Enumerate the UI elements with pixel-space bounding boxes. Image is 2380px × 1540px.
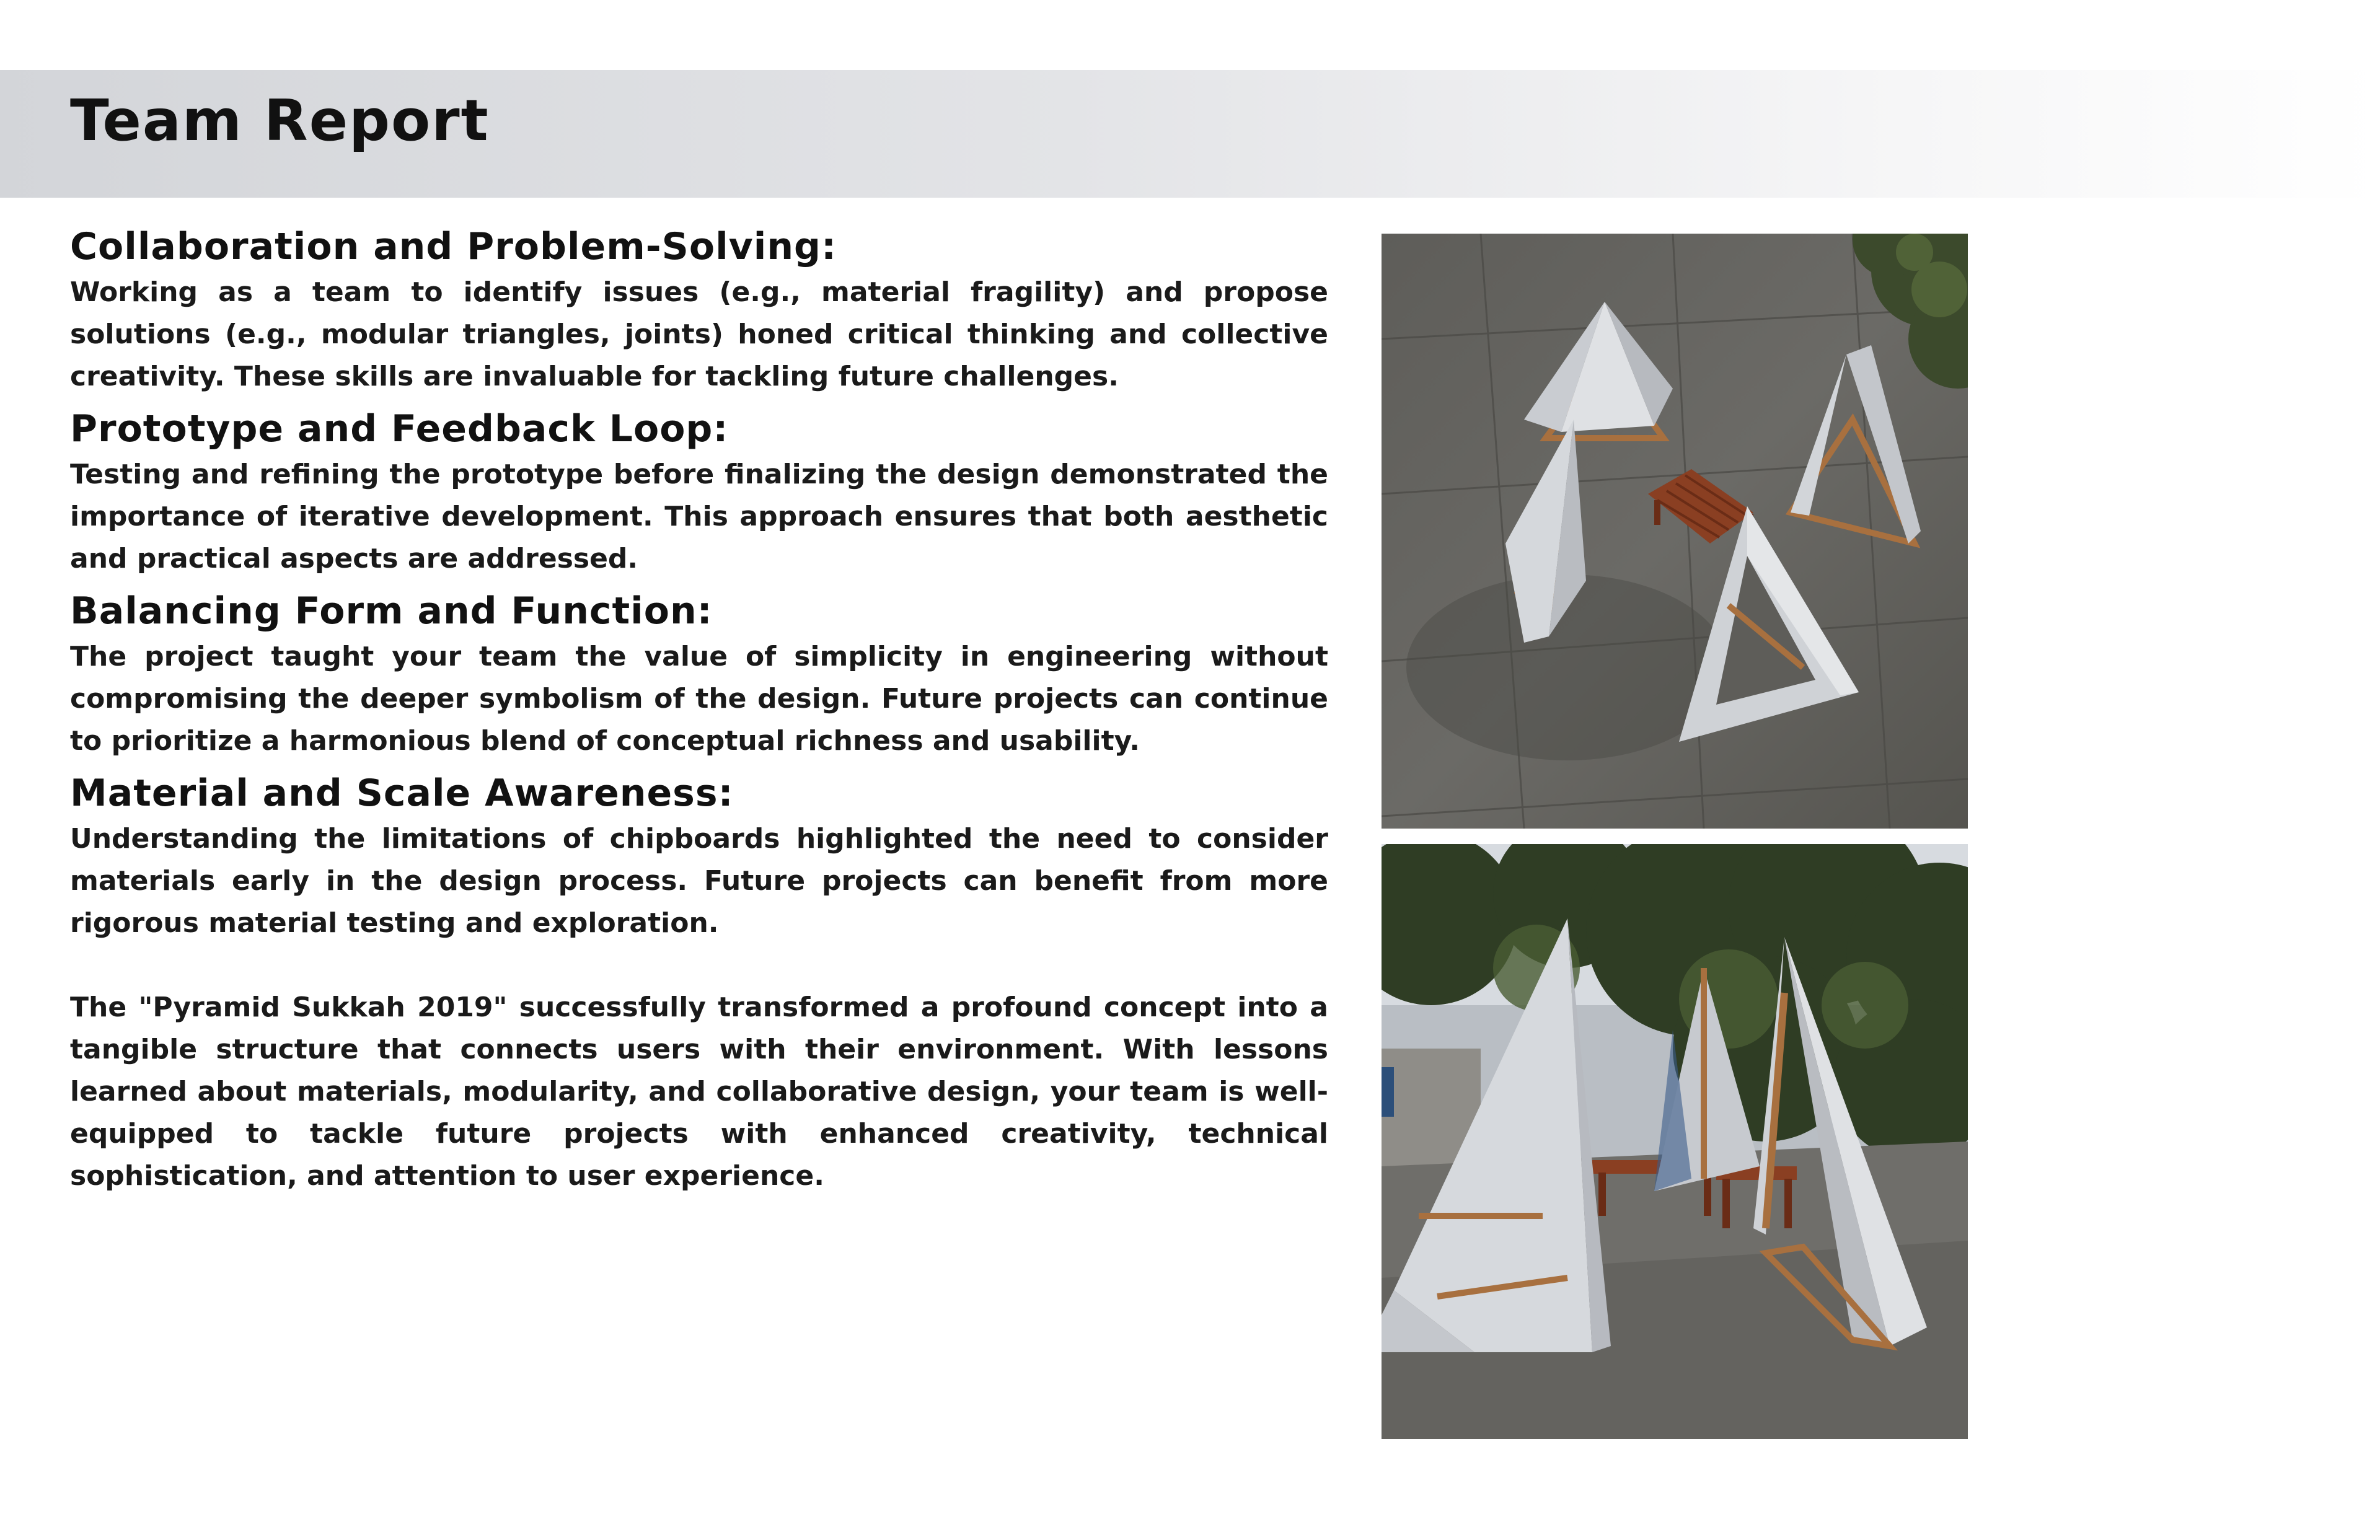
section-body-material-scale: Understanding the limitations of chipboards highlighted the need to consider materials early in the design process. Future projects can benefit from more rigorous material testing and exploration. [70, 823, 1328, 939]
report-text-column [70, 222, 1328, 1203]
page-title: Team Report [70, 87, 490, 154]
photo-aerial-view [1382, 234, 1968, 829]
photo-ground-view [1382, 844, 1968, 1439]
section-heading-material-scale: Material and Scale Awareness: [70, 772, 734, 815]
photo-aerial-graphic [1382, 234, 1968, 829]
section-body-prototype: Testing and refining the prototype before finalizing the design demonstrated the importance of iterative development. This approach ensures that both aesthetic and practical aspects are addressed. [70, 459, 1328, 574]
section-body-form-function: The project taught your team the value of simplicity in engineering without compromising the deeper symbolism of the design. Future projects can continue to prioritize a harmonious blend of conceptual richness and usability. [70, 641, 1328, 757]
section-heading-prototype: Prototype and Feedback Loop: [70, 407, 729, 451]
section-body-collaboration: Working as a team to identify issues (e.g., material fragility) and propose solutions (e.g., modular triangles, joints) honed critical thinking and collective creativity. These skills are invaluable for tackling future challenges. [70, 276, 1328, 392]
photo-ground-graphic [1382, 844, 1968, 1439]
header-banner [0, 70, 2380, 198]
section-heading-form-function: Balancing Form and Function: [70, 589, 713, 633]
conclusion-paragraph: The "Pyramid Sukkah 2019" successfully transformed a profound concept into a tangible structure that connects users with their environment. With lessons learned about materials, modularity, and collaborative design, your team is well-equipped to tackle future projects with enhanced creativity, technical sophistication, and attention to user experience. [70, 992, 1328, 1192]
section-heading-collaboration: Collaboration and Problem-Solving: [70, 225, 837, 268]
